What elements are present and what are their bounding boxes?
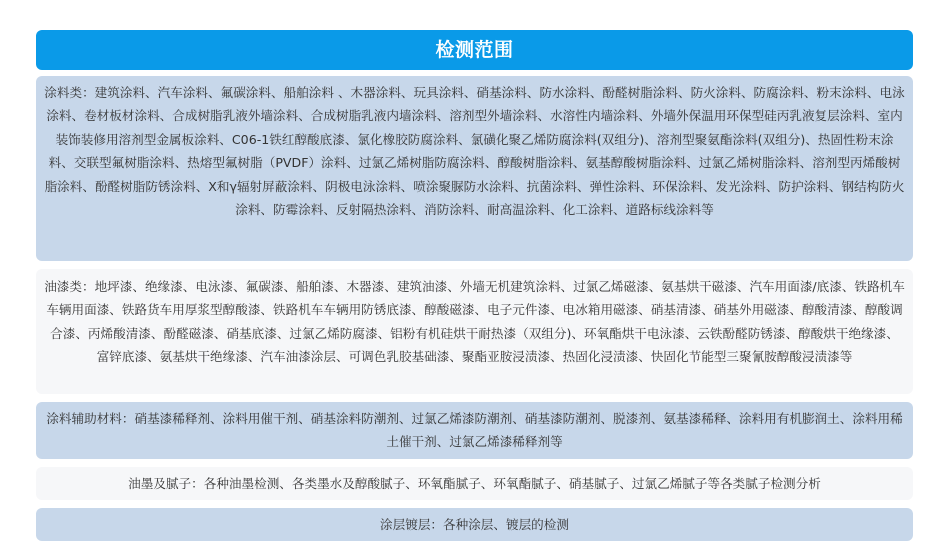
- section-title: 检测范围: [36, 30, 913, 70]
- coatings-category: 涂料类：建筑涂料、汽车涂料、氟碳涂料、船舶涂料 、木器涂料、玩具涂料、硝基涂料、防水涂料、酚醛树脂涂料、防火涂料、防腐涂料、粉末涂料、电泳涂料、卷材板材涂料、合成树脂乳液外墙涂料、合成树脂乳液内墙涂料、溶剂型外墙涂料、水溶性内墙涂料、外墙外保温用环保型硅丙乳液复层涂料、室内装饰装修用溶剂型金属板涂料、C06-1铁红醇酸底漆、氯化橡胶防腐涂料、氯磺化聚乙烯防腐涂料(双组分)、溶剂型聚氨酯涂料(双组分)、热固性粉末涂料、交联型氟树脂涂料、热熔型氟树脂（PVDF）涂料、过氯乙烯树脂防腐涂料、醇酸树脂涂料、氨基醇酸树脂涂料、过氯乙烯树脂涂料、溶剂型丙烯酸树脂涂料、酚醛树脂防锈涂料、X和γ辐射屏蔽涂料、阴极电泳涂料、喷涂聚脲防水涂料、抗菌涂料、弹性涂料、环保涂料、发光涂料、防护涂料、钢结构防火涂料、防霉涂料、反射隔热涂料、消防涂料、耐高温涂料、化工涂料、道路标线涂料等: [36, 76, 913, 261]
- coating-plating-category: 涂层镀层：各种涂层、镀层的检测: [36, 508, 913, 541]
- inks-putty-category: 油墨及腻子：各种油墨检测、各类墨水及醇酸腻子、环氧酯腻子、环氧酯腻子、硝基腻子、过氯乙烯腻子等各类腻子检测分析: [36, 467, 913, 500]
- paints-category: 油漆类：地坪漆、绝缘漆、电泳漆、氟碳漆、船舶漆、木器漆、建筑油漆、外墙无机建筑涂料、过氯乙烯磁漆、氨基烘干磁漆、汽车用面漆/底漆、铁路机车车辆用面漆、铁路货车用厚浆型醇酸漆、铁路机车车辆用防锈底漆、醇酸磁漆、电子元件漆、电冰箱用磁漆、硝基清漆、硝基外用磁漆、醇酸清漆、醇酸调合漆、丙烯酸清漆、酚醛磁漆、硝基底漆、过氯乙烯防腐漆、铝粉有机硅烘干耐热漆（双组分)、环氧酯烘干电泳漆、云铁酚醛防锈漆、醇酸烘干绝缘漆、富锌底漆、氨基烘干绝缘漆、汽车油漆涂层、可调色乳胶基础漆、聚酯亚胺浸渍漆、热固化浸渍漆、快固化节能型三聚氰胺醇酸浸渍漆等: [36, 269, 913, 394]
- coating-auxiliaries-category: 涂料辅助材料：硝基漆稀释剂、涂料用催干剂、硝基涂料防潮剂、过氯乙烯漆防潮剂、硝基漆防潮剂、脱漆剂、氨基漆稀释、涂料用有机膨润土、涂料用稀土催干剂、过氯乙烯漆稀释剂等: [36, 402, 913, 459]
- detection-scope-panel: [36, 30, 913, 541]
